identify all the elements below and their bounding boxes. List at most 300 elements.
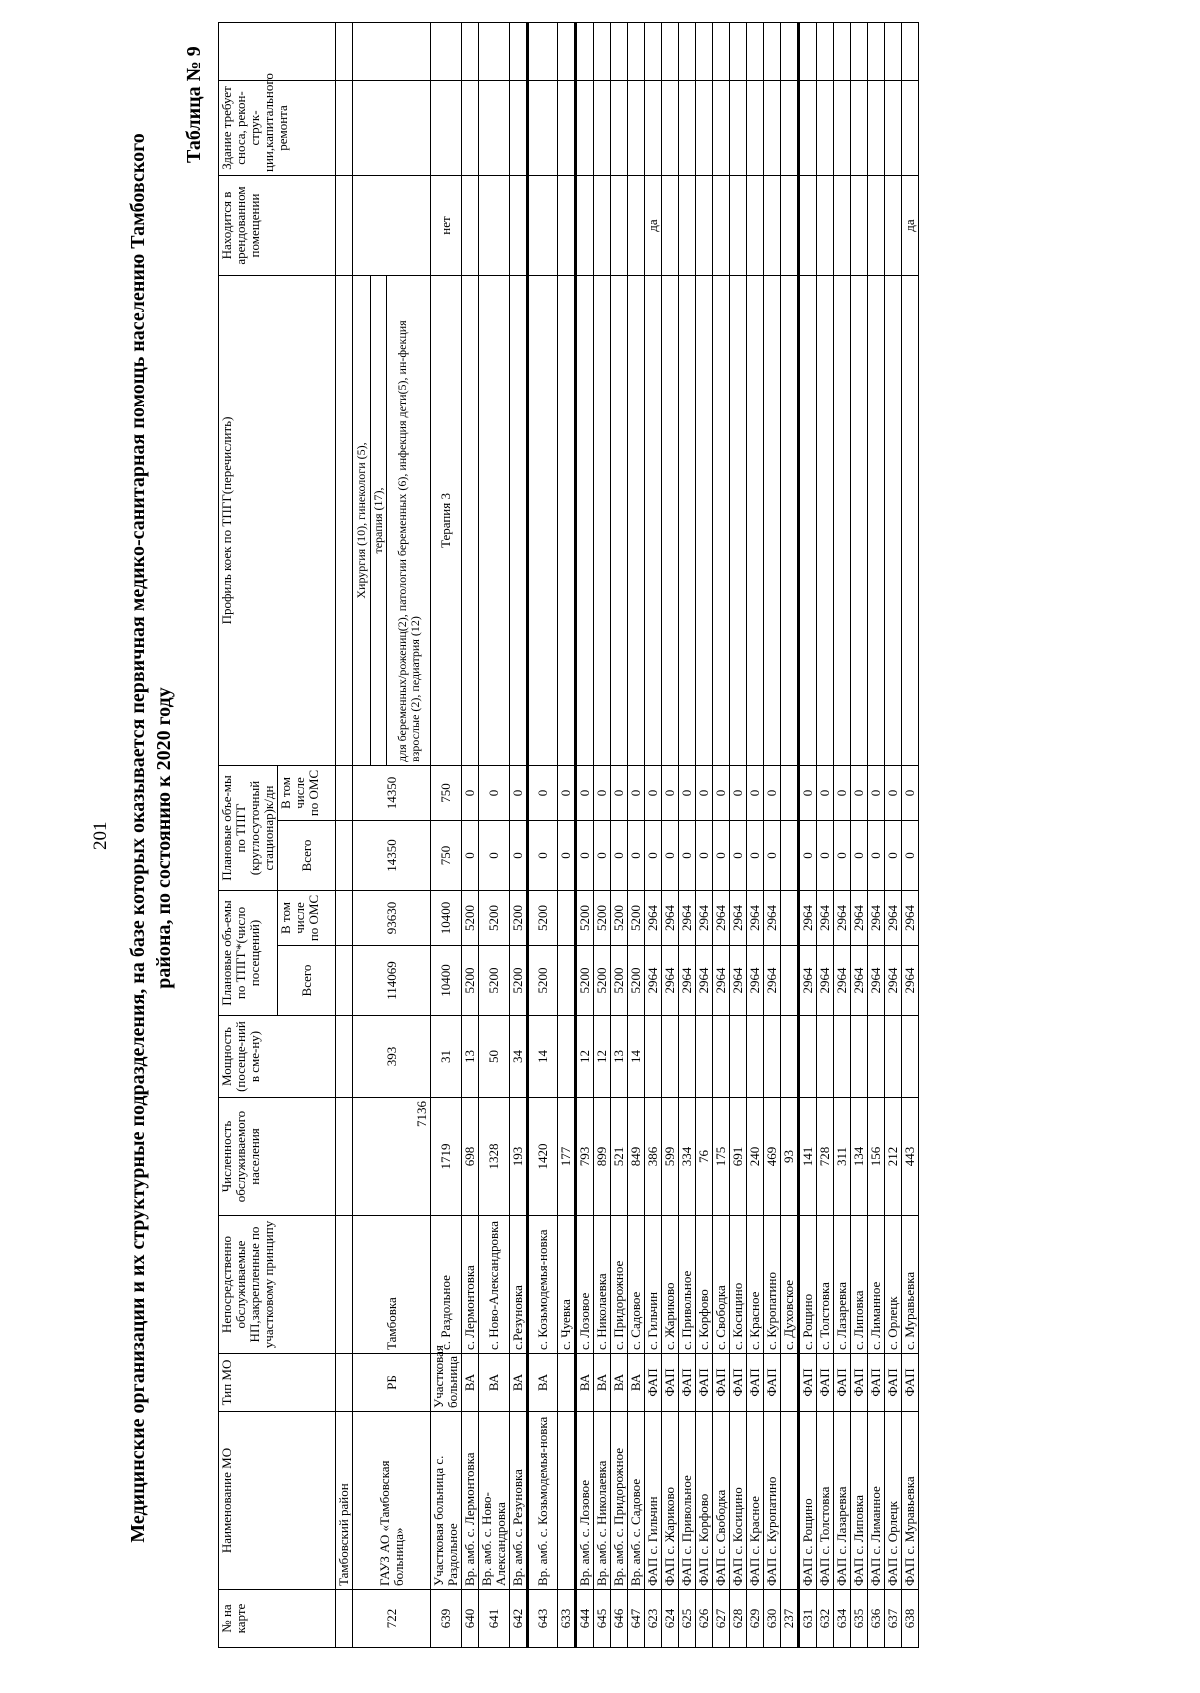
- cell-population: 177: [558, 1098, 576, 1216]
- cell-capacity: [713, 1016, 730, 1098]
- cell-repair: [730, 81, 747, 176]
- cell-name: Вр. амб. с. Ново-Александровка: [479, 1412, 510, 1590]
- cell-repair: [662, 81, 679, 176]
- cell-amb-oms: 2964: [662, 891, 679, 946]
- cell-profile: [679, 276, 696, 766]
- cell-type: Участковая больница: [431, 1354, 462, 1412]
- cell-empty: [576, 23, 594, 81]
- cell-population: 311: [834, 1098, 851, 1216]
- hospital-population: 7136: [353, 1098, 431, 1216]
- cell-repair: [611, 81, 628, 176]
- cell-hosp-total: 0: [558, 821, 576, 891]
- cell-amb-total: 2964: [902, 946, 919, 1016]
- cell-served: с. Привольное: [679, 1216, 696, 1354]
- table-row: [764, 23, 781, 1648]
- cell-name: Вр. амб. с. Лозовое: [576, 1412, 594, 1590]
- cell-population: 240: [747, 1098, 764, 1216]
- cell-rented: [713, 176, 730, 276]
- cell-amb-oms: 5200: [528, 891, 558, 946]
- cell-name: Вр. амб. с. Резуновка: [510, 1412, 528, 1590]
- col-header-amb-total: Всего: [278, 946, 336, 1016]
- cell-amb-total: 5200: [528, 946, 558, 1016]
- cell-population: 443: [902, 1098, 919, 1216]
- cell-served: с. Лермонтовка: [462, 1216, 479, 1354]
- cell-hosp-oms: 0: [713, 766, 730, 821]
- table-row: [510, 23, 528, 1648]
- cell-hosp-oms: 0: [662, 766, 679, 821]
- cell-rented: [781, 176, 799, 276]
- table-row: [902, 23, 919, 1648]
- cell-capacity: [817, 1016, 834, 1098]
- cell-num: 636: [868, 1590, 885, 1648]
- cell-num: 630: [764, 1590, 781, 1648]
- cell-amb-total: 2964: [730, 946, 747, 1016]
- cell-empty: [679, 23, 696, 81]
- cell-repair: [747, 81, 764, 176]
- cell-population: 469: [764, 1098, 781, 1216]
- cell-profile: [851, 276, 868, 766]
- cell-empty: [462, 23, 479, 81]
- cell-hosp-total: [781, 821, 799, 891]
- cell-served: с. Свободка: [713, 1216, 730, 1354]
- cell-amb-oms: 2964: [696, 891, 713, 946]
- hospital-amb-oms: 93630: [353, 891, 431, 946]
- cell-amb-oms: 5200: [628, 891, 645, 946]
- cell-name: [781, 1412, 799, 1590]
- cell-num: 631: [799, 1590, 817, 1648]
- cell-num: 638: [902, 1590, 919, 1648]
- cell-repair: [817, 81, 834, 176]
- cell-amb-total: 2964: [851, 946, 868, 1016]
- cell-profile: [799, 276, 817, 766]
- cell-amb-total: 2964: [764, 946, 781, 1016]
- cell-amb-total: 2964: [834, 946, 851, 1016]
- cell-amb-oms: 2964: [799, 891, 817, 946]
- cell-empty: [781, 23, 799, 81]
- cell-amb-total: 2964: [817, 946, 834, 1016]
- cell-hosp-total: 0: [645, 821, 662, 891]
- cell-repair: [851, 81, 868, 176]
- cell-type: ФАП: [662, 1354, 679, 1412]
- cell-hosp-total: 0: [730, 821, 747, 891]
- cell-hosp-oms: 0: [679, 766, 696, 821]
- cell-num: 647: [628, 1590, 645, 1648]
- cell-type: [781, 1354, 799, 1412]
- cell-name: Вр. амб. с. Николаевка: [594, 1412, 611, 1590]
- cell-type: ФАП: [834, 1354, 851, 1412]
- cell-empty: [730, 23, 747, 81]
- cell-empty: [834, 23, 851, 81]
- cell-hosp-total: 0: [510, 821, 528, 891]
- cell-amb-total: 2964: [799, 946, 817, 1016]
- cell-rented: [628, 176, 645, 276]
- cell-served: с. Корфово: [696, 1216, 713, 1354]
- cell-type: ФАП: [764, 1354, 781, 1412]
- cell-type: ВА: [462, 1354, 479, 1412]
- cell-repair: [645, 81, 662, 176]
- table-row: [528, 23, 558, 1648]
- cell-served: с. Толстовка: [817, 1216, 834, 1354]
- cell-amb-total: [781, 946, 799, 1016]
- cell-repair: [696, 81, 713, 176]
- cell-amb-oms: 2964: [868, 891, 885, 946]
- district-row: [336, 23, 353, 1648]
- cell-type: ФАП: [730, 1354, 747, 1412]
- cell-repair: [799, 81, 817, 176]
- cell-num: 632: [817, 1590, 834, 1648]
- col-header-repair: Здание требует сноса, рекон-струк-ции,капитального ремонта: [219, 81, 336, 176]
- cell-num: 629: [747, 1590, 764, 1648]
- cell-amb-oms: 5200: [479, 891, 510, 946]
- cell-served: с. Рощино: [799, 1216, 817, 1354]
- cell-amb-oms: 2964: [817, 891, 834, 946]
- cell-profile: [510, 276, 528, 766]
- table-row: [645, 23, 662, 1648]
- cell-capacity: [764, 1016, 781, 1098]
- cell-profile: [558, 276, 576, 766]
- cell-empty: [611, 23, 628, 81]
- cell-rented: [510, 176, 528, 276]
- col-header-rented: Находится в арендованном помещении: [219, 176, 336, 276]
- cell-population: 175: [713, 1098, 730, 1216]
- cell-repair: [885, 81, 902, 176]
- cell-amb-total: 2964: [662, 946, 679, 1016]
- cell-repair: [868, 81, 885, 176]
- cell-hosp-total: 0: [834, 821, 851, 891]
- cell-amb-oms: 5200: [510, 891, 528, 946]
- cell-capacity: [730, 1016, 747, 1098]
- cell-type: ФАП: [713, 1354, 730, 1412]
- cell-hosp-total: 0: [747, 821, 764, 891]
- table-row: [851, 23, 868, 1648]
- cell-num: 634: [834, 1590, 851, 1648]
- cell-hosp-total: 0: [696, 821, 713, 891]
- cell-population: 698: [462, 1098, 479, 1216]
- hospital-num: 722: [353, 1590, 431, 1648]
- cell-population: 334: [679, 1098, 696, 1216]
- cell-hosp-total: 0: [462, 821, 479, 891]
- cell-num: 626: [696, 1590, 713, 1648]
- cell-population: 1719: [431, 1098, 462, 1216]
- cell-rented: [679, 176, 696, 276]
- col-header-capacity: Мощность (посеще-ний в сме-ну): [219, 1016, 336, 1098]
- table-row: [611, 23, 628, 1648]
- cell-rented: да: [645, 176, 662, 276]
- cell-capacity: 13: [611, 1016, 628, 1098]
- cell-repair: [834, 81, 851, 176]
- cell-num: 237: [781, 1590, 799, 1648]
- cell-name: ФАП с. Красное: [747, 1412, 764, 1590]
- col-header-served: Непосредственно обслуживаемые НП,закрепленные по участковому принципу: [219, 1216, 336, 1354]
- cell-rented: нет: [431, 176, 462, 276]
- cell-served: с. Чуевка: [558, 1216, 576, 1354]
- col-header-population: Численность обслуживаемого населения: [219, 1098, 336, 1216]
- cell-amb-total: 5200: [594, 946, 611, 1016]
- cell-population: 386: [645, 1098, 662, 1216]
- hospital-hosp-oms: 14350: [353, 766, 431, 821]
- cell-name: ФАП с. Корфово: [696, 1412, 713, 1590]
- cell-profile: [817, 276, 834, 766]
- cell-name: Участковая больница с. Раздольное: [431, 1412, 462, 1590]
- cell-rented: [611, 176, 628, 276]
- cell-hosp-oms: 0: [558, 766, 576, 821]
- cell-empty: [431, 23, 462, 81]
- cell-name: ФАП с. Гильчин: [645, 1412, 662, 1590]
- cell-hosp-oms: 0: [868, 766, 885, 821]
- cell-hosp-total: 0: [713, 821, 730, 891]
- cell-capacity: 12: [576, 1016, 594, 1098]
- cell-name: Вр. амб. с. Лермонтовка: [462, 1412, 479, 1590]
- cell-repair: [479, 81, 510, 176]
- cell-hosp-oms: 0: [817, 766, 834, 821]
- cell-num: 642: [510, 1590, 528, 1648]
- page-number: 201: [90, 821, 111, 850]
- cell-population: 212: [885, 1098, 902, 1216]
- table-row: [628, 23, 645, 1648]
- col-header-amb-oms: В том числе по ОМС: [278, 891, 336, 946]
- cell-amb-oms: 5200: [611, 891, 628, 946]
- cell-hosp-total: 0: [764, 821, 781, 891]
- cell-amb-total: 2964: [747, 946, 764, 1016]
- cell-repair: [594, 81, 611, 176]
- cell-repair: [713, 81, 730, 176]
- cell-amb-oms: 5200: [462, 891, 479, 946]
- hospital-amb-total: 114069: [353, 946, 431, 1016]
- cell-name: ФАП с. Орлецк: [885, 1412, 902, 1590]
- cell-num: 643: [528, 1590, 558, 1648]
- cell-hosp-oms: 0: [696, 766, 713, 821]
- cell-name: Вр. амб. с. Козьмодемья-новка: [528, 1412, 558, 1590]
- table-row: [576, 23, 594, 1648]
- hospital-hosp-total: 14350: [353, 821, 431, 891]
- cell-hosp-total: 0: [662, 821, 679, 891]
- cell-hosp-total: 0: [679, 821, 696, 891]
- cell-repair: [628, 81, 645, 176]
- cell-profile: [645, 276, 662, 766]
- table-row: [817, 23, 834, 1648]
- cell-capacity: [834, 1016, 851, 1098]
- cell-hosp-oms: 0: [611, 766, 628, 821]
- cell-num: 645: [594, 1590, 611, 1648]
- cell-profile: [747, 276, 764, 766]
- cell-empty: [662, 23, 679, 81]
- table-row: [662, 23, 679, 1648]
- cell-empty: [479, 23, 510, 81]
- cell-amb-oms: 2964: [747, 891, 764, 946]
- cell-type: ВА: [628, 1354, 645, 1412]
- hospital-type: РБ: [353, 1354, 431, 1412]
- cell-name: ФАП с. Куропатино: [764, 1412, 781, 1590]
- cell-empty: [817, 23, 834, 81]
- cell-name: ФАП с. Свободка: [713, 1412, 730, 1590]
- cell-capacity: [781, 1016, 799, 1098]
- hospital-profile-3: для беременных/рожениц(2), патологии беременных (6), инфекция дети(5), ин-фекция взрослые (2), педиатрия (12): [387, 276, 431, 766]
- cell-empty: [696, 23, 713, 81]
- cell-amb-oms: 2964: [851, 891, 868, 946]
- col-header-hosp-oms: В том числе по ОМС: [278, 766, 336, 821]
- cell-name: ФАП с. Привольное: [679, 1412, 696, 1590]
- cell-rented: [558, 176, 576, 276]
- cell-capacity: [696, 1016, 713, 1098]
- cell-num: 639: [431, 1590, 462, 1648]
- cell-capacity: 34: [510, 1016, 528, 1098]
- cell-hosp-total: 0: [611, 821, 628, 891]
- cell-rented: [747, 176, 764, 276]
- table-row: [479, 23, 510, 1648]
- cell-capacity: [558, 1016, 576, 1098]
- cell-served: с. Куропатино: [764, 1216, 781, 1354]
- cell-amb-oms: 2964: [902, 891, 919, 946]
- cell-name: ФАП с. Жариково: [662, 1412, 679, 1590]
- cell-amb-total: 2964: [679, 946, 696, 1016]
- col-header-hosp-group: Плановые объе-мы по ТПГГ (круглосуточный стационар)к/дн: [219, 766, 278, 891]
- cell-profile: [764, 276, 781, 766]
- cell-served: с. Жариково: [662, 1216, 679, 1354]
- cell-capacity: [679, 1016, 696, 1098]
- cell-population: 134: [851, 1098, 868, 1216]
- cell-hosp-oms: 0: [594, 766, 611, 821]
- cell-population: 141: [799, 1098, 817, 1216]
- cell-name: ФАП с. Липовка: [851, 1412, 868, 1590]
- cell-amb-total: 10400: [431, 946, 462, 1016]
- cell-rented: [662, 176, 679, 276]
- cell-amb-total: 2964: [713, 946, 730, 1016]
- cell-profile: [528, 276, 558, 766]
- table-row: [781, 23, 799, 1648]
- cell-capacity: [747, 1016, 764, 1098]
- cell-served: с. Лиманное: [868, 1216, 885, 1354]
- cell-repair: [510, 81, 528, 176]
- cell-hosp-oms: 0: [528, 766, 558, 821]
- hospital-served: Тамбовка: [353, 1216, 431, 1354]
- cell-profile: [696, 276, 713, 766]
- cell-type: ВА: [510, 1354, 528, 1412]
- table-row: [594, 23, 611, 1648]
- cell-amb-oms: 2964: [730, 891, 747, 946]
- table-row: [462, 23, 479, 1648]
- cell-capacity: [799, 1016, 817, 1098]
- cell-type: ВА: [594, 1354, 611, 1412]
- cell-capacity: 13: [462, 1016, 479, 1098]
- cell-rented: [528, 176, 558, 276]
- cell-type: ФАП: [885, 1354, 902, 1412]
- cell-amb-total: 2964: [696, 946, 713, 1016]
- cell-num: 644: [576, 1590, 594, 1648]
- cell-empty: [902, 23, 919, 81]
- col-header-amb-group: Плановые объ-емы по ТПГГ*(число посещений): [219, 891, 278, 1016]
- cell-empty: [713, 23, 730, 81]
- col-header-num: № на карте: [219, 1590, 336, 1648]
- cell-rented: [696, 176, 713, 276]
- cell-population: 521: [611, 1098, 628, 1216]
- cell-amb-total: 5200: [628, 946, 645, 1016]
- cell-population: 899: [594, 1098, 611, 1216]
- cell-profile: [594, 276, 611, 766]
- cell-amb-total: 2964: [885, 946, 902, 1016]
- cell-num: 633: [558, 1590, 576, 1648]
- cell-name: Вр. амб. с. Садовое: [628, 1412, 645, 1590]
- cell-served: с. Садовое: [628, 1216, 645, 1354]
- cell-hosp-total: 0: [479, 821, 510, 891]
- cell-served: с. Николаевка: [594, 1216, 611, 1354]
- cell-name: [558, 1412, 576, 1590]
- cell-num: 641: [479, 1590, 510, 1648]
- table-row: [696, 23, 713, 1648]
- cell-profile: [730, 276, 747, 766]
- cell-hosp-oms: 750: [431, 766, 462, 821]
- cell-empty: [645, 23, 662, 81]
- cell-hosp-total: 0: [576, 821, 594, 891]
- cell-served: с. Гильчин: [645, 1216, 662, 1354]
- cell-amb-oms: [781, 891, 799, 946]
- cell-hosp-oms: 0: [462, 766, 479, 821]
- cell-profile: [628, 276, 645, 766]
- cell-repair: [764, 81, 781, 176]
- hospital-capacity: 393: [353, 1016, 431, 1098]
- cell-repair: [902, 81, 919, 176]
- cell-name: Вр. амб. с. Придорожное: [611, 1412, 628, 1590]
- cell-type: ФАП: [817, 1354, 834, 1412]
- cell-num: 637: [885, 1590, 902, 1648]
- col-header-empty: [219, 23, 336, 81]
- cell-hosp-total: 750: [431, 821, 462, 891]
- cell-empty: [799, 23, 817, 81]
- cell-capacity: [885, 1016, 902, 1098]
- cell-hosp-total: 0: [868, 821, 885, 891]
- cell-profile: [834, 276, 851, 766]
- cell-amb-oms: 10400: [431, 891, 462, 946]
- cell-hosp-oms: 0: [730, 766, 747, 821]
- cell-hosp-total: 0: [594, 821, 611, 891]
- cell-profile: [576, 276, 594, 766]
- cell-hosp-total: 0: [528, 821, 558, 891]
- cell-hosp-total: 0: [885, 821, 902, 891]
- cell-profile: [462, 276, 479, 766]
- table-row: [679, 23, 696, 1648]
- cell-empty: [628, 23, 645, 81]
- cell-num: 628: [730, 1590, 747, 1648]
- hospital-name: ГАУЗ АО «Тамбовская больница»: [353, 1412, 431, 1590]
- cell-rented: [817, 176, 834, 276]
- cell-population: 599: [662, 1098, 679, 1216]
- cell-name: ФАП с. Лиманное: [868, 1412, 885, 1590]
- cell-type: ФАП: [851, 1354, 868, 1412]
- hospital-profile-1: Хирургия (10), гинекологи (5),: [353, 276, 371, 766]
- cell-num: 635: [851, 1590, 868, 1648]
- cell-type: ВА: [611, 1354, 628, 1412]
- cell-name: ФАП с. Толстовка: [817, 1412, 834, 1590]
- col-header-profile: Профиль коек по ТПГГ(перечислить): [219, 276, 336, 766]
- table-row: [747, 23, 764, 1648]
- cell-rented: [885, 176, 902, 276]
- cell-population: 156: [868, 1098, 885, 1216]
- cell-amb-oms: 2964: [764, 891, 781, 946]
- cell-rented: [576, 176, 594, 276]
- cell-amb-total: 2964: [645, 946, 662, 1016]
- cell-hosp-total: 0: [628, 821, 645, 891]
- cell-hosp-oms: 0: [764, 766, 781, 821]
- cell-served: с. Липовка: [851, 1216, 868, 1354]
- cell-amb-total: 5200: [576, 946, 594, 1016]
- cell-population: 76: [696, 1098, 713, 1216]
- cell-hosp-oms: 0: [510, 766, 528, 821]
- cell-amb-oms: 2964: [885, 891, 902, 946]
- cell-amb-oms: 5200: [594, 891, 611, 946]
- cell-num: 625: [679, 1590, 696, 1648]
- cell-amb-total: 5200: [479, 946, 510, 1016]
- cell-population: 728: [817, 1098, 834, 1216]
- cell-empty: [510, 23, 528, 81]
